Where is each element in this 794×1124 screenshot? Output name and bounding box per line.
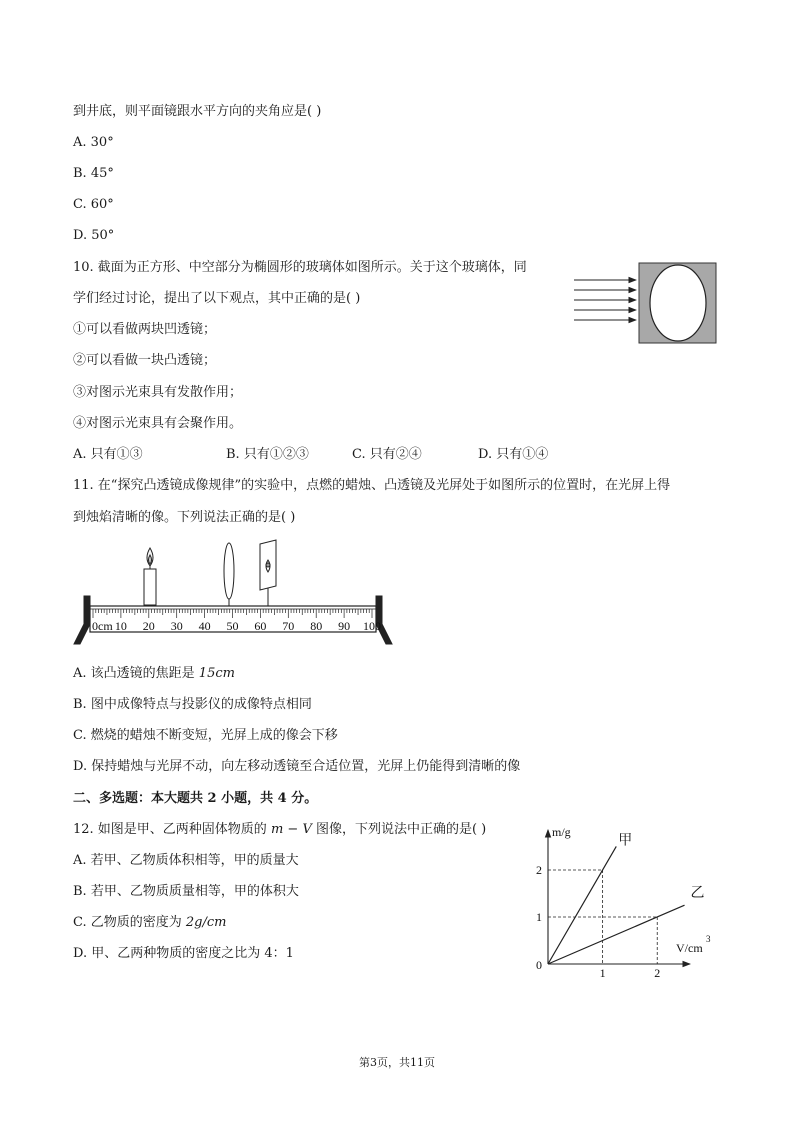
section-heading-multiple-choice: 二、多选题：本大题共 2 小题，共 4 分。 (73, 791, 318, 806)
q12-option-b: B. 若甲、乙物质质量相等，甲的体积大 (73, 884, 299, 899)
origin-label: 0 (536, 958, 542, 972)
mass-volume-chart (530, 820, 730, 982)
x-axis-label: V/cm (676, 941, 703, 955)
q11-option-c: C. 燃烧的蜡烛不断变短，光屏上成的像会下移 (73, 728, 338, 743)
x-tick-label: 2 (654, 966, 661, 980)
x-tick-label: 1 (599, 966, 606, 980)
q10-statement-4: ④对图示光束具有会聚作用。 (73, 416, 243, 431)
q12-stem: 12. 如图是甲、乙两种固体物质的 m − V 图像，下列说法中正确的是( ) (73, 822, 487, 837)
ruler-tick-label: 10 (114, 619, 127, 633)
q9-stem-tail: 到井底，则平面镜跟水平方向的夹角应是( ) (73, 104, 322, 119)
ruler-tick-label: 90 (338, 619, 351, 633)
q10-option-b: B. 只有①②③ (226, 447, 309, 462)
ruler-tick-label: 80 (310, 619, 323, 633)
q12-option-d: D. 甲、乙两种物质的密度之比为 4：1 (73, 946, 294, 961)
q12-option-c: C. 乙物质的密度为 2g/cm (73, 915, 227, 930)
series-line-yi (548, 905, 685, 964)
ruler-tick-label: 20 (142, 619, 155, 633)
q11-option-a-value: 15cm (198, 666, 235, 681)
q10-statement-2: ②可以看做一块凸透镜； (73, 353, 217, 368)
q12-option-c-value: 2g/cm (185, 915, 227, 930)
q10-option-c: C. 只有②④ (352, 447, 422, 462)
ruler-unit-label: 0cm (92, 619, 113, 633)
q10-stem-line1: 10. 截面为正方形、中空部分为椭圆形的玻璃体如图所示。关于这个玻璃体，同 (73, 260, 527, 275)
elliptical-hollow (650, 265, 706, 341)
q11-option-b: B. 图中成像特点与投影仪的成像特点相同 (73, 697, 312, 712)
ruler-tick-label: 100 (363, 619, 381, 633)
q12-option-a: A. 若甲、乙物质体积相等，甲的质量大 (73, 853, 299, 868)
page-footer: 第3页，共11页 (359, 1056, 435, 1069)
y-tick-label: 1 (536, 909, 542, 924)
series-label: 乙 (690, 886, 705, 902)
q9-option-d: D. 50° (73, 228, 115, 243)
ruler-tick-label: 40 (198, 619, 211, 633)
q11-stem-line2: 到烛焰清晰的像。下列说法正确的是( ) (73, 510, 296, 525)
optical-bench-figure (70, 536, 400, 648)
q9-option-c: C. 60° (73, 197, 114, 212)
q10-option-a: A. 只有①③ (73, 447, 143, 462)
ruler-tick-label: 60 (254, 619, 267, 633)
q11-option-a: A. 该凸透镜的焦距是 15cm (73, 666, 235, 681)
x-axis-label-superscript: 3 (706, 934, 711, 944)
q11-option-d: D. 保持蜡烛与光屏不动，向左移动透镜至合适位置，光屏上仍能得到清晰的像 (73, 759, 521, 774)
y-axis-label: m/g (552, 825, 571, 839)
ruler-tick-label: 70 (282, 619, 295, 633)
y-tick-label: 2 (536, 862, 542, 877)
light-beam-arrows (574, 280, 636, 320)
q10-option-d: D. 只有①④ (478, 447, 549, 462)
q10-stem-line2: 学们经过讨论，提出了以下观点，其中正确的是( ) (73, 291, 361, 306)
q11-stem-line1: 11. 在“探究凸透镜成像规律”的实验中，点燃的蜡烛、凸透镜及光屏处于如图所示的位置时，在光屏上得 (73, 478, 671, 493)
q10-statement-3: ③对图示光束具有发散作用； (73, 385, 243, 400)
series-label: 甲 (618, 833, 633, 849)
ruler-tick-label: 50 (226, 619, 239, 633)
q9-option-b: B. 45° (73, 166, 114, 181)
ruler-tick-label: 30 (170, 619, 183, 633)
q9-option-a: A. 30° (73, 135, 114, 150)
q10-statement-1: ①可以看做两块凹透镜； (73, 322, 217, 337)
q12-stem-math: m − V (270, 822, 312, 837)
glass-block-figure (570, 262, 720, 346)
series-line-jia (548, 846, 616, 964)
